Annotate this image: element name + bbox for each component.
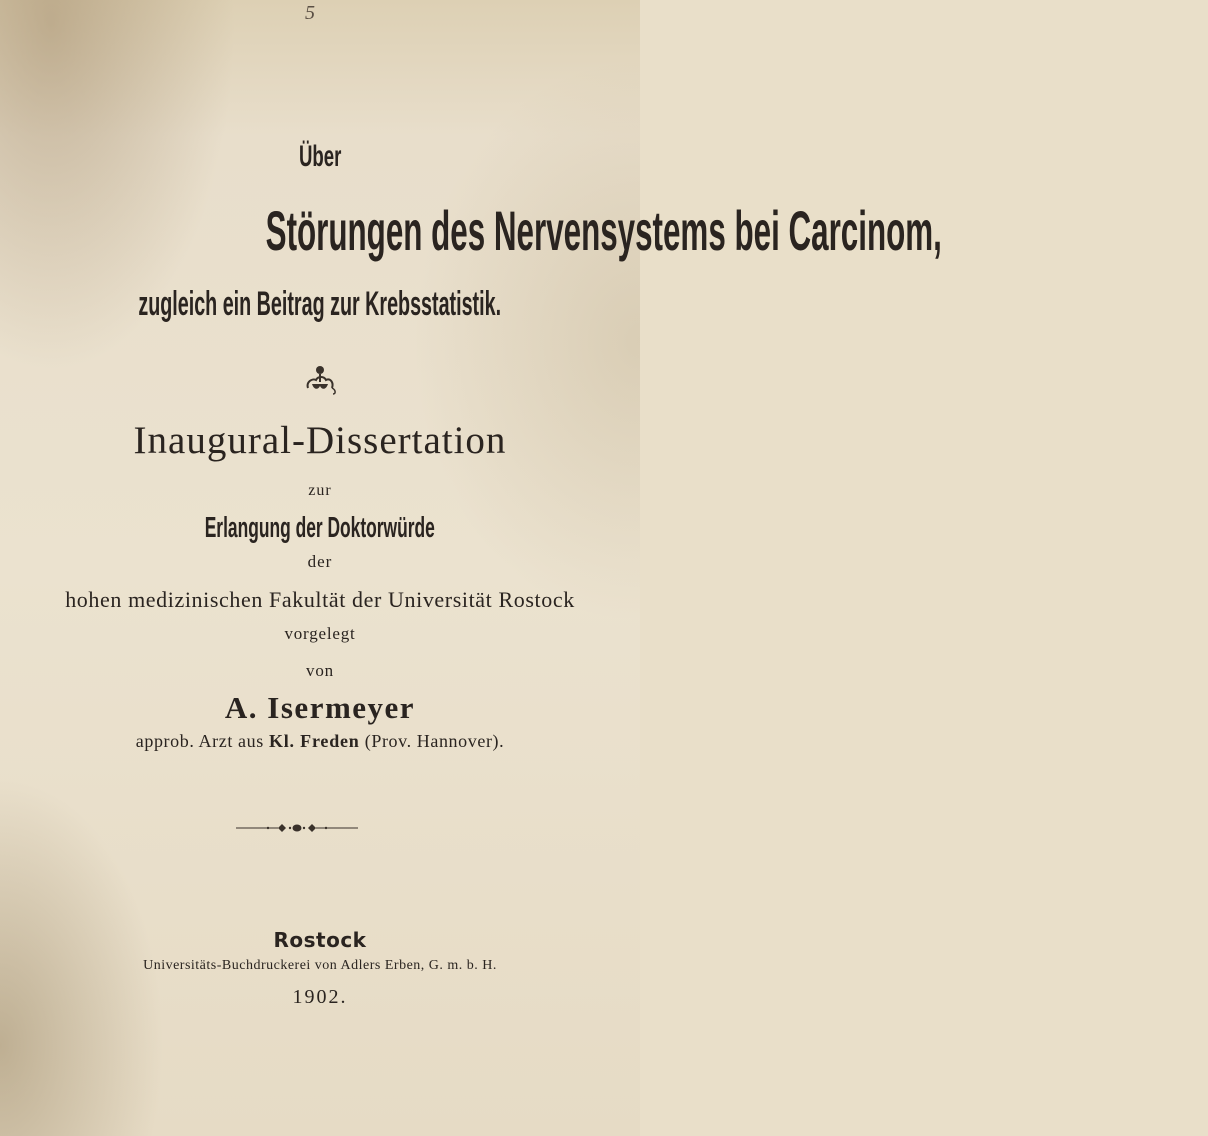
author-credentials xyxy=(0,731,640,752)
divider-ornament-icon xyxy=(236,822,358,834)
main-title-text: Störungen des Nervensystems bei Carcinom, xyxy=(265,199,942,262)
credentials-suffix: (Prov. Hannover). xyxy=(364,731,505,751)
dissertation-heading: Inaugural-Dissertation xyxy=(133,419,507,462)
imprint-printer: Universitäts-Buchdruckerei von Adlers Erben, G. m. b. H. xyxy=(143,958,497,973)
imprint-city: Rostock xyxy=(273,928,367,952)
title-ueber-text: Über xyxy=(298,140,342,173)
author-name: A. Isermeyer xyxy=(224,690,416,725)
title-ueber xyxy=(0,140,640,174)
degree-purpose xyxy=(0,512,640,545)
von-text: von xyxy=(306,661,334,680)
faculty-line: hohen medizinischen Fakultät der Universität Rostock xyxy=(65,587,575,612)
zur-text: zur xyxy=(308,482,332,499)
subtitle-text: zugleich ein Beitrag zur Krebsstatistik. xyxy=(138,285,502,323)
vorgelegt-text: vorgelegt xyxy=(284,624,356,643)
der-text: der xyxy=(307,552,333,571)
imprint-year: 1902. xyxy=(292,986,348,1008)
degree-purpose-text: Erlangung der Doktorwürde xyxy=(204,512,436,544)
subtitle xyxy=(0,285,640,324)
page-number-mark: 5 xyxy=(305,2,315,24)
credentials-prefix: approb. Arzt aus xyxy=(135,731,264,751)
printer-ornament-icon xyxy=(300,360,340,396)
credentials-place: Kl. Freden xyxy=(268,731,360,751)
main-title xyxy=(0,198,942,263)
